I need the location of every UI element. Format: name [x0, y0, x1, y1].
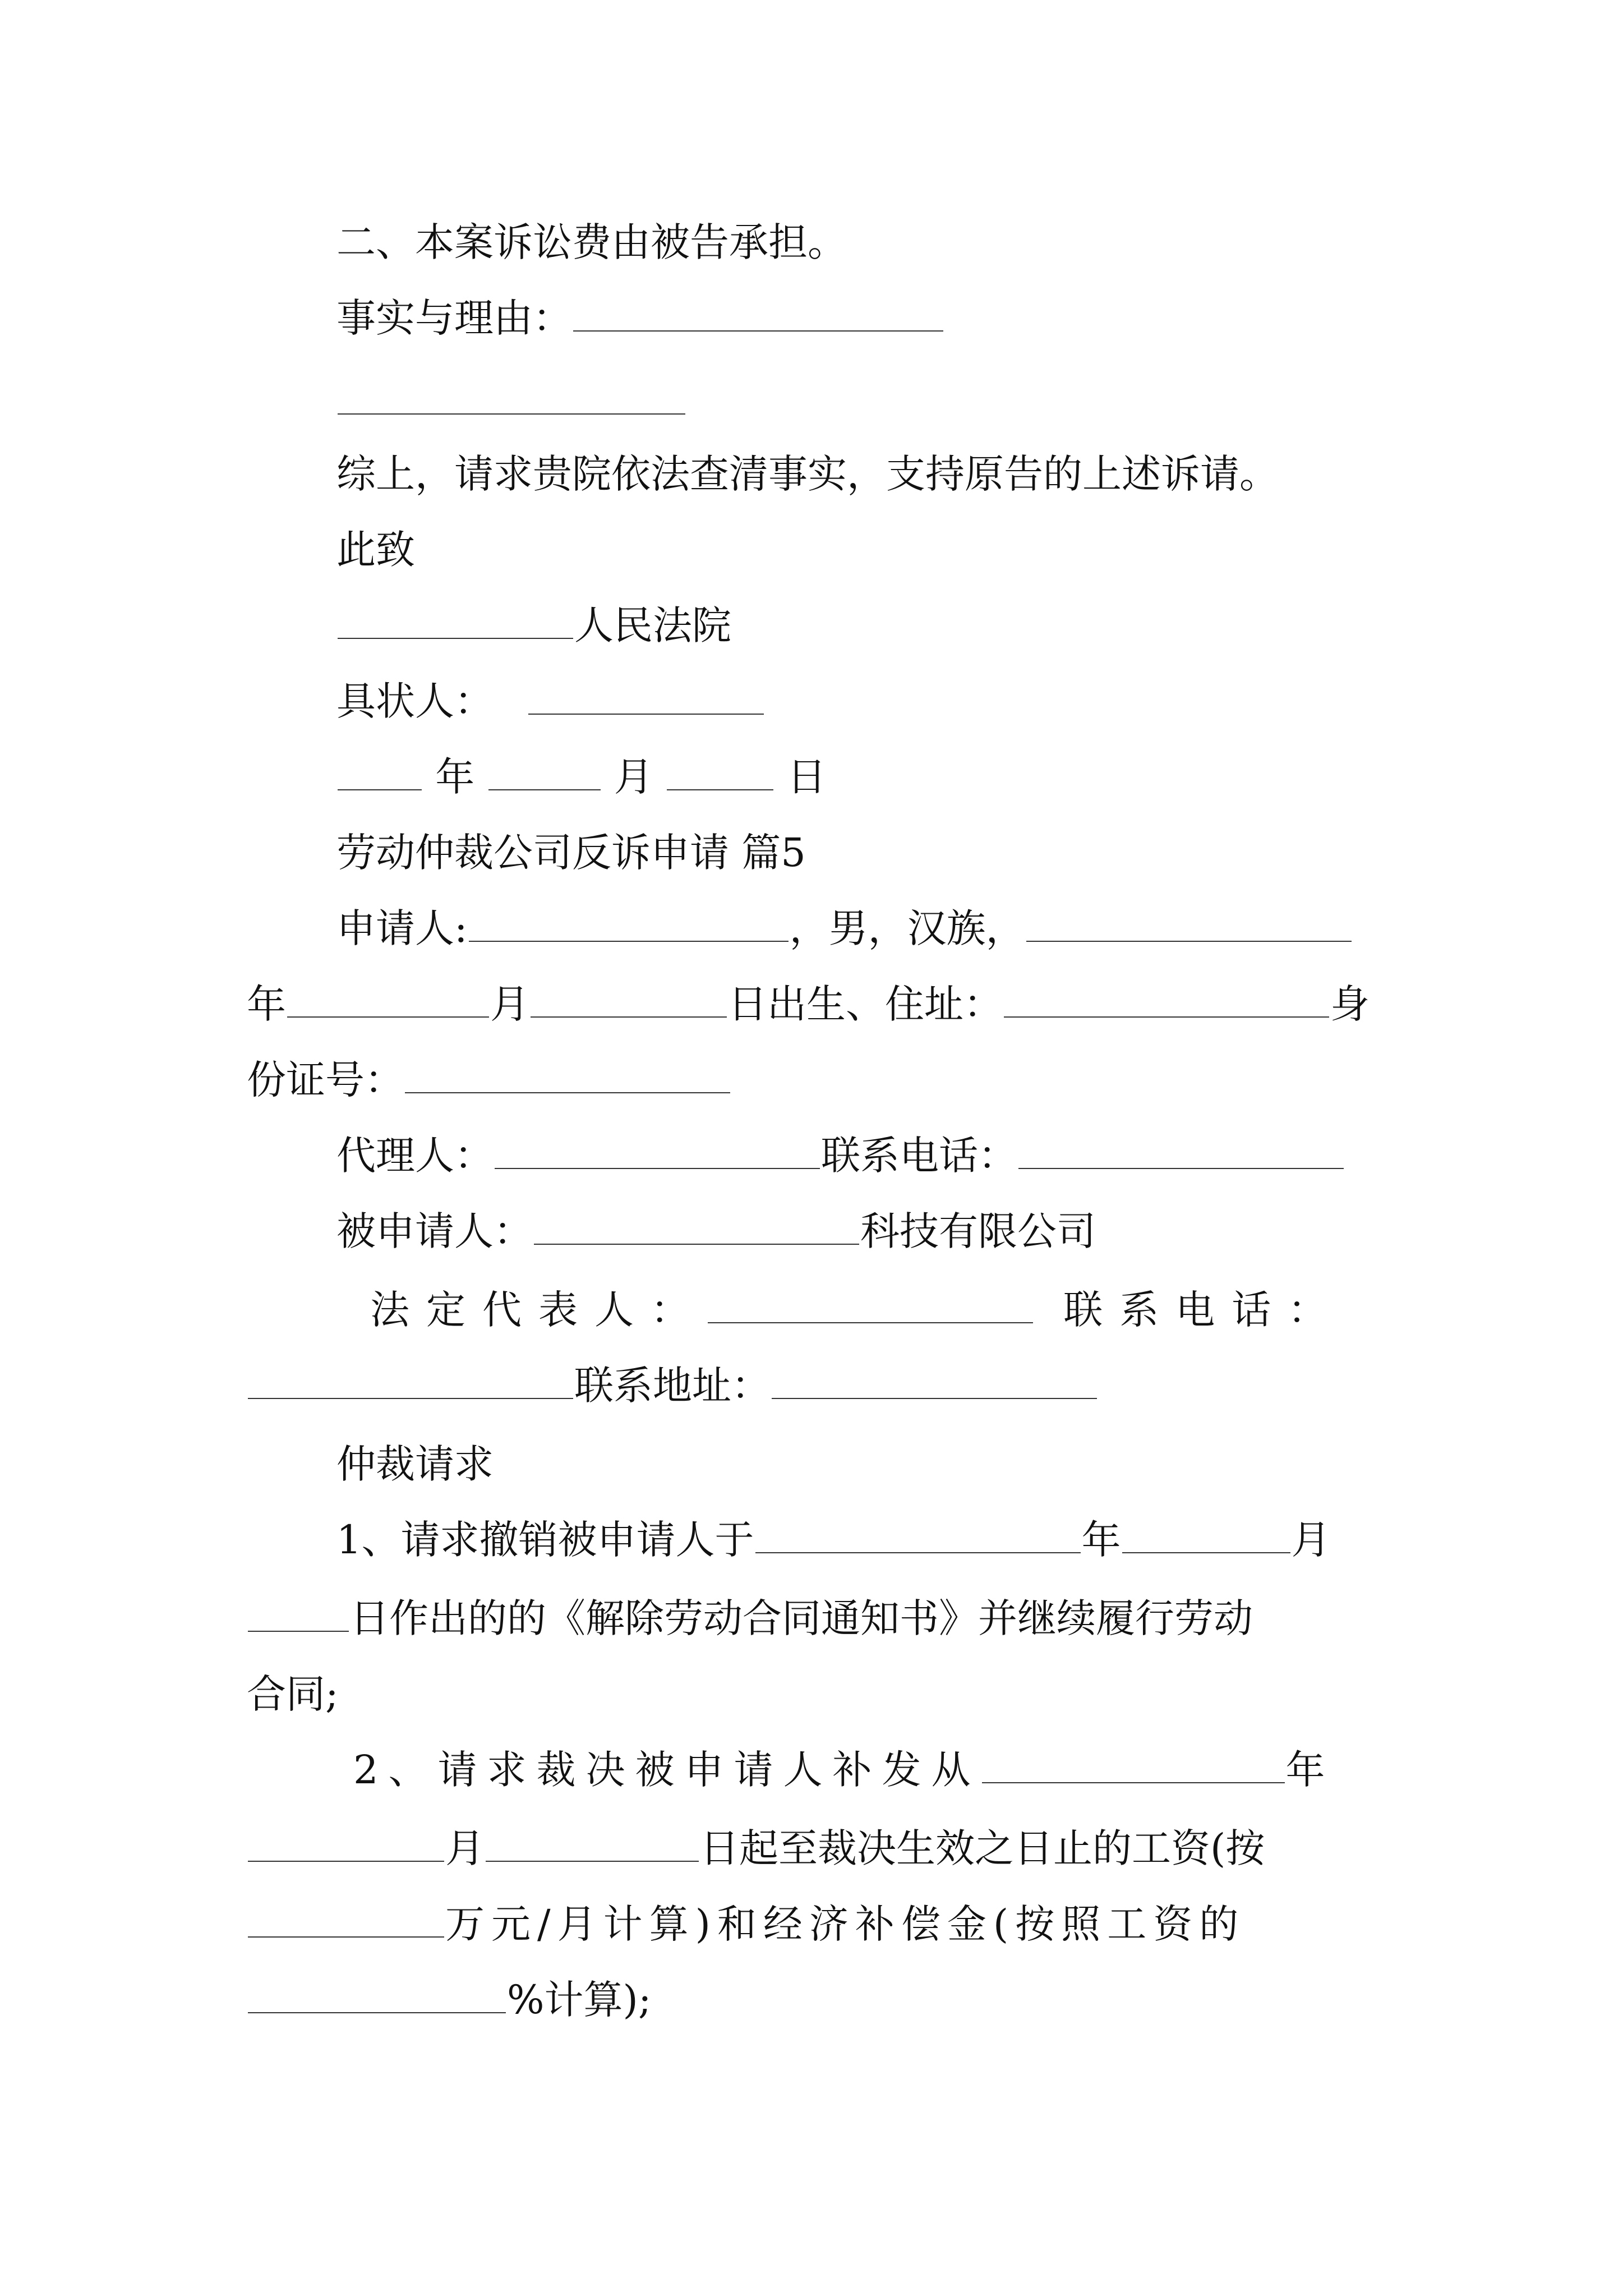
blank-line: [248, 1623, 349, 1632]
blank-line: [248, 1853, 444, 1862]
salutation: 此致: [336, 527, 415, 573]
request-2-line-4: %计算);: [247, 1969, 651, 2031]
blank-line: [1122, 1544, 1290, 1553]
blank-line: [338, 630, 573, 639]
birth-address-line: 年 月 日出生、住址： 身: [247, 981, 1370, 1027]
blank-line: [1026, 933, 1352, 942]
blank-line: [248, 1390, 573, 1399]
blank-line: [1004, 1009, 1329, 1018]
blank-line: [469, 933, 789, 942]
request-2-line-3: 万元/月计算)和经济补偿金(按照工资的: [247, 1893, 1245, 1955]
request-1-line-3: 合同;: [247, 1671, 339, 1717]
blank-line: [755, 1544, 1081, 1553]
request-1-line-1: 1、请求撤销被申请人于 年 月: [336, 1517, 1331, 1563]
respondent-line: 被申请人： 科技有限公司: [336, 1208, 1096, 1254]
blank-line: [1018, 1160, 1344, 1169]
blank-line: [338, 406, 685, 415]
signer-line: 具状人：: [336, 670, 765, 732]
blank-line: [982, 1774, 1285, 1783]
blank-line: [708, 1314, 1033, 1323]
request-2-line-2: 月 日起至裁决生效之日止的工资(按: [247, 1818, 1265, 1879]
blank-line: [405, 1084, 730, 1093]
blank-line: [486, 1853, 699, 1862]
applicant-line: 申请人: ，男，汉族，: [336, 898, 1353, 959]
id-number-line: 份证号：: [247, 1049, 731, 1111]
blank-line: [772, 1390, 1097, 1399]
blank-line: [495, 1160, 820, 1169]
blank-line: [287, 1009, 489, 1018]
blank-line: [248, 1929, 444, 1938]
arbitration-requests-heading: 仲裁请求: [336, 1441, 494, 1487]
blank-line: [534, 1236, 859, 1245]
request-2-line-1: 2、请求裁决被申请人补发从 年: [353, 1747, 1335, 1793]
contact-address-line: 联系地址：: [247, 1355, 1098, 1416]
blank-line: [667, 781, 773, 790]
date-line: 年 月 日: [336, 746, 826, 808]
facts-blank-line: [336, 370, 686, 432]
blank-line: [248, 2004, 506, 2013]
legal-rep-line: 法定代表人： 联系电话：: [370, 1287, 1344, 1333]
blank-line: [531, 1009, 727, 1018]
request-1-line-2: 日作出的的《解除劳动合同通知书》并继续履行劳动: [247, 1588, 1253, 1649]
blank-line: [488, 781, 601, 790]
court-name: 人民法院: [336, 595, 731, 656]
blank-line: [573, 323, 943, 332]
agent-line: 代理人： 联系电话：: [336, 1125, 1345, 1186]
blank-line: [528, 706, 764, 715]
facts-and-reasons: 事实与理由：: [336, 287, 944, 349]
claim-item-2: 二、本案诉讼费由被告承担。: [336, 219, 847, 265]
summary-paragraph: 综上，请求贵院依法查清事实，支持原告的上述诉请。: [336, 451, 1279, 497]
section-title: 劳动仲裁公司反诉申请 篇5: [336, 830, 806, 876]
blank-line: [338, 781, 422, 790]
